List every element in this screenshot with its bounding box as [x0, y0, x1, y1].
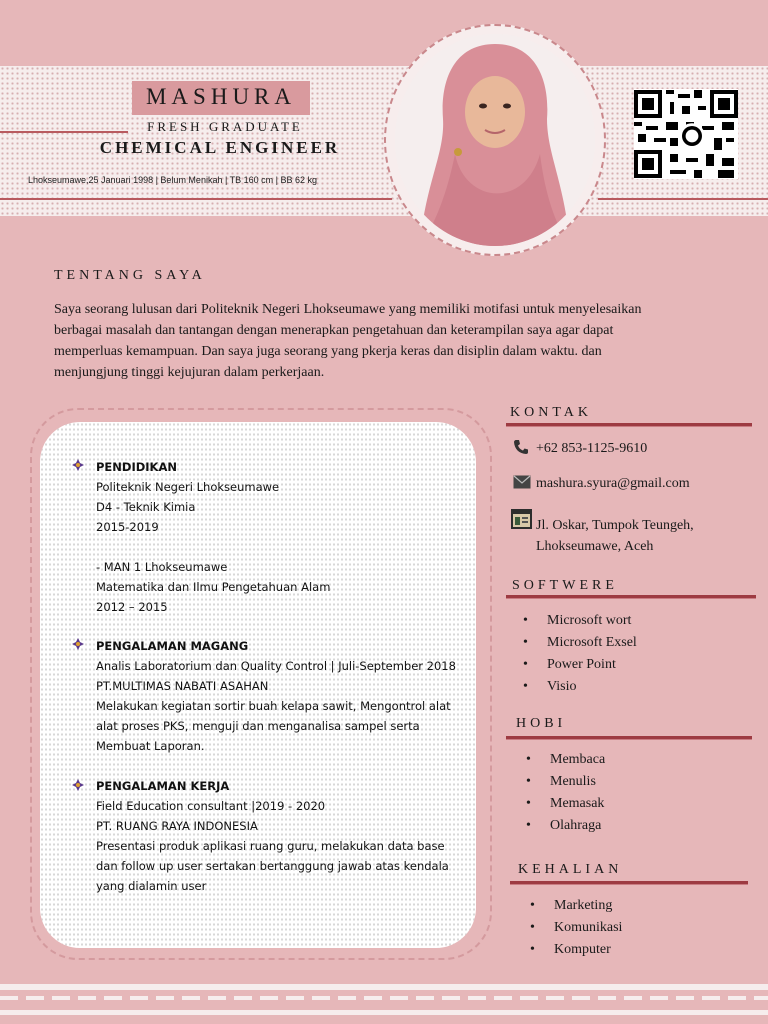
phone-icon — [513, 439, 529, 455]
education-line: Politeknik Negeri Lhokseumawe — [96, 480, 280, 494]
person-name: MASHURA — [145, 84, 297, 109]
list-item: • Membaca — [526, 749, 605, 771]
work-line: Presentasi produk aplikasi ruang guru, melakukan data base — [96, 839, 445, 853]
footer-strip — [0, 1010, 768, 1015]
education-line: - MAN 1 Lhokseumawe — [96, 560, 228, 574]
list-item: • Microsoft Exsel — [523, 632, 637, 654]
section-bullet-icon — [72, 779, 84, 791]
hobby-rule — [506, 736, 752, 739]
internship-line: Membuat Laporan. — [96, 739, 205, 753]
work-line: dan follow up user sertakan bertanggung jawab atas kendala — [96, 859, 449, 873]
software-title: SOFTWERE — [512, 578, 618, 593]
about-line: memperluas kemampuan. Dan saya juga seorang yang pkerja keras dan disiplin dalam waktu. dan — [54, 344, 602, 359]
work-heading: PENGALAMAN KERJA — [96, 779, 230, 793]
contact-address-line1: Jl. Oskar, Tumpok Teungeh, — [536, 518, 694, 533]
contact-email[interactable]: mashura.syura@gmail.com — [536, 476, 690, 491]
skills-list — [530, 895, 622, 961]
internship-line: PT.MULTIMAS NABATI ASAHAN — [96, 679, 269, 693]
contact-phone[interactable]: +62 853-1125-9610 — [536, 441, 648, 456]
contact-rule — [506, 423, 752, 426]
section-bullet-icon — [72, 459, 84, 471]
education-line: Matematika dan Ilmu Pengetahuan Alam — [96, 580, 331, 594]
job-title: CHEMICAL ENGINEER — [99, 138, 341, 157]
list-item: • Menulis — [526, 771, 605, 793]
work-line: PT. RUANG RAYA INDONESIA — [96, 819, 258, 833]
section-bullet-icon — [72, 638, 84, 650]
hobby-list — [526, 749, 605, 837]
work-section — [96, 776, 449, 896]
list-item: • Komputer — [530, 939, 622, 961]
education-line: 2012 – 2015 — [96, 600, 168, 614]
hobby-title: HOBI — [516, 716, 567, 731]
footer-strip — [0, 984, 768, 990]
internship-section — [96, 636, 456, 756]
list-item: • Memasak — [526, 793, 605, 815]
software-rule — [506, 595, 756, 598]
skills-title: KEHALIAN — [518, 862, 623, 877]
header-divider-bottom — [0, 198, 392, 200]
education-line: D4 - Teknik Kimia — [96, 500, 196, 514]
about-line: menjungjung tinggi kejujuran dalam perkerjaan. — [54, 365, 325, 380]
work-line: yang dialamin user — [96, 879, 207, 893]
about-line: Saya seorang lulusan dari Politeknik Negeri Lhokseumawe yang memiliki motifasi untuk menyelesaikan — [54, 302, 642, 317]
software-list — [523, 610, 637, 698]
about-line: berbagai masalah dan tantangan dengan menerapkan pengetahuan dan keterampilan saya agar dapat — [54, 323, 614, 338]
work-line: Field Education consultant |2019 - 2020 — [96, 799, 326, 813]
profile-photo — [395, 34, 595, 246]
list-item: • Power Point — [523, 654, 637, 676]
list-item: • Microsoft wort — [523, 610, 637, 632]
internship-line: alat proses PKS, menguji dan menganalisa sampel serta — [96, 719, 420, 733]
list-item: • Olahraga — [526, 815, 605, 837]
about-title: TENTANG SAYA — [54, 268, 206, 283]
about-text — [54, 299, 704, 383]
footer-strip — [0, 996, 768, 1000]
internship-line: Melakukan kegiatan sortir buah kelapa sawit, Mengontrol alat — [96, 699, 451, 713]
education-line — [96, 537, 330, 557]
personal-info: Lhokseumawe,25 Januari 1998 | Belum Menikah | TB 160 cm | BB 62 kg — [28, 175, 318, 185]
skills-rule — [510, 881, 748, 884]
envelope-icon — [513, 475, 531, 489]
education-line: 2015-2019 — [96, 520, 159, 534]
contact-address-line2: Lhokseumawe, Aceh — [536, 539, 654, 554]
list-item: • Marketing — [530, 895, 622, 917]
list-item: • Visio — [523, 676, 637, 698]
internship-heading: PENGALAMAN MAGANG — [96, 639, 249, 653]
contact-title: KONTAK — [510, 405, 592, 420]
address-card-icon — [511, 509, 532, 529]
internship-line: Analis Laboratorium dan Quality Control | Juli-September 2018 — [96, 659, 456, 673]
education-heading: PENDIDIKAN — [96, 460, 177, 474]
subtitle: FRESH GRADUATE — [147, 119, 303, 134]
qr-code[interactable] — [634, 89, 738, 179]
list-item: • Komunikasi — [530, 917, 622, 939]
education-section — [96, 457, 330, 617]
header-divider-right — [598, 198, 768, 200]
